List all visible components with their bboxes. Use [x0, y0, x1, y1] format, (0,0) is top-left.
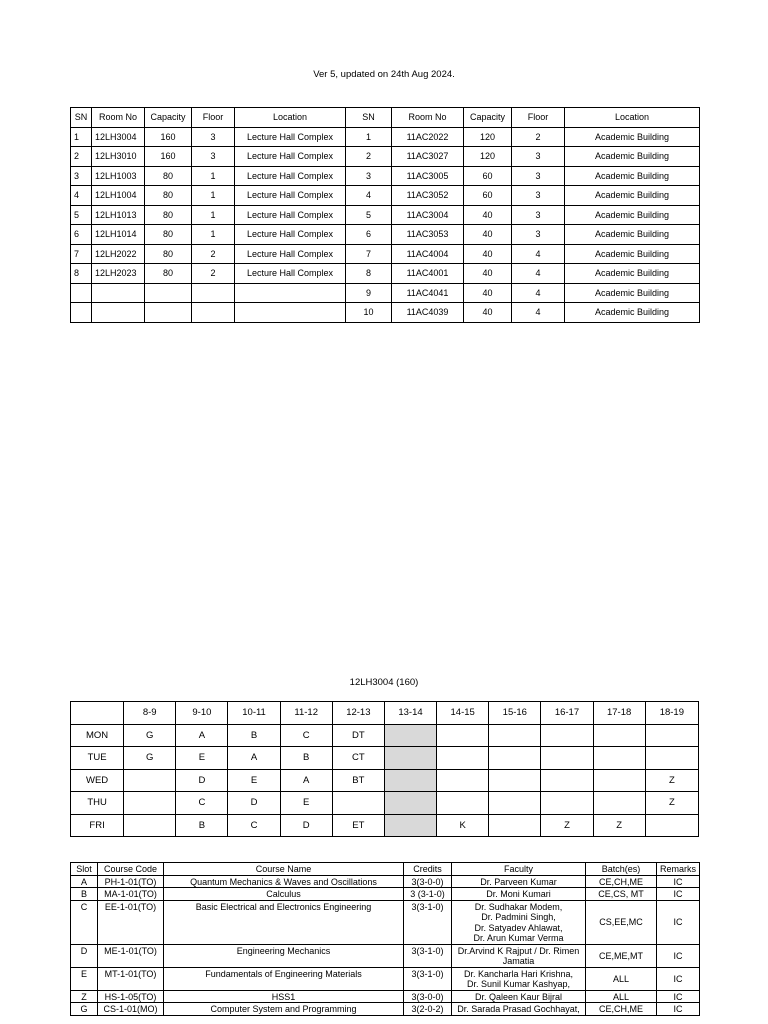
- timetable-slot-cell: [384, 814, 436, 837]
- courses-header-cell: Credits: [404, 863, 452, 876]
- rooms-cell: 4: [512, 264, 565, 284]
- timetable-slot-cell: [593, 724, 645, 747]
- rooms-cell: 11AC3053: [392, 225, 464, 245]
- timetable-slot-cell: D: [228, 792, 280, 815]
- timetable-slot-cell: BT: [332, 769, 384, 792]
- course-row: [71, 900, 700, 944]
- course-row: [71, 1003, 700, 1016]
- rooms-cell: 4: [512, 303, 565, 323]
- faculty-name: Dr. Parveen Kumar: [480, 876, 557, 887]
- rooms-cell: 2: [192, 244, 235, 264]
- rooms-cell: 1: [192, 205, 235, 225]
- rooms-cell: 120: [464, 127, 512, 147]
- timetable-slot-cell: B: [176, 814, 228, 837]
- course-name: Computer System and Programming: [164, 1003, 404, 1016]
- rooms-cell: 12LH2023: [92, 264, 145, 284]
- rooms-cell: 12LH1004: [92, 186, 145, 206]
- rooms-row: [71, 225, 700, 245]
- timetable-header-cell: 10-11: [228, 702, 280, 725]
- rooms-cell: Lecture Hall Complex: [235, 166, 346, 186]
- rooms-cell: Lecture Hall Complex: [235, 186, 346, 206]
- course-faculty: [452, 900, 586, 944]
- timetable-slot-cell: K: [437, 814, 489, 837]
- rooms-cell: Lecture Hall Complex: [235, 147, 346, 167]
- rooms-cell: 11AC4041: [392, 283, 464, 303]
- course-remarks: IC: [657, 888, 700, 901]
- rooms-cell: 5: [346, 205, 392, 225]
- timetable-header-cell: 11-12: [280, 702, 332, 725]
- course-name: Fundamentals of Engineering Materials: [164, 967, 404, 990]
- rooms-cell: 12LH1013: [92, 205, 145, 225]
- faculty-name: Dr. Satyadev Ahlawat,: [474, 922, 563, 933]
- rooms-cell: Academic Building: [565, 186, 700, 206]
- timetable-day-cell: MON: [71, 724, 124, 747]
- rooms-cell: 1: [192, 225, 235, 245]
- rooms-cell: 80: [145, 264, 192, 284]
- rooms-cell: Academic Building: [565, 264, 700, 284]
- rooms-cell: 80: [145, 166, 192, 186]
- course-remarks: IC: [657, 944, 700, 967]
- timetable-day-cell: FRI: [71, 814, 124, 837]
- rooms-cell: [145, 283, 192, 303]
- rooms-cell: 3: [71, 166, 92, 186]
- course-row: [71, 990, 700, 1003]
- rooms-cell: [192, 283, 235, 303]
- courses-header-cell: Faculty: [452, 863, 586, 876]
- timetable-slot-cell: [384, 724, 436, 747]
- rooms-cell: Lecture Hall Complex: [235, 264, 346, 284]
- faculty-name: Dr. Qaleen Kaur Bijral: [474, 991, 563, 1002]
- timetable-header-cell: 17-18: [593, 702, 645, 725]
- rooms-cell: 40: [464, 283, 512, 303]
- rooms-cell: 160: [145, 127, 192, 147]
- rooms-cell: 11AC4039: [392, 303, 464, 323]
- course-slot: Z: [71, 990, 98, 1003]
- rooms-cell: 12LH3010: [92, 147, 145, 167]
- rooms-row: [71, 205, 700, 225]
- timetable-slot-cell: [489, 747, 541, 770]
- rooms-cell: 3: [192, 147, 235, 167]
- faculty-name: Jamatia: [502, 956, 535, 966]
- faculty-name: Dr. Arun Kumar Verma: [473, 933, 564, 943]
- timetable-header-row: [71, 702, 699, 725]
- timetable-slot-cell: G: [124, 724, 176, 747]
- rooms-cell: 12LH1003: [92, 166, 145, 186]
- timetable-slot-cell: CT: [332, 747, 384, 770]
- timetable-day-cell: THU: [71, 792, 124, 815]
- course-remarks: IC: [657, 990, 700, 1003]
- rooms-cell: 11AC3004: [392, 205, 464, 225]
- rooms-cell: 3: [512, 225, 565, 245]
- course-batches: ALL: [586, 967, 657, 990]
- timetable-slot-cell: Z: [593, 814, 645, 837]
- courses-header-cell: Remarks: [657, 863, 700, 876]
- rooms-row: [71, 303, 700, 323]
- timetable-row: [71, 814, 699, 837]
- faculty-name: Dr. Sudhakar Modem,: [474, 901, 563, 912]
- rooms-header-cell: Capacity: [464, 108, 512, 128]
- courses-header-row: [71, 863, 700, 876]
- rooms-cell: [71, 303, 92, 323]
- rooms-cell: 80: [145, 205, 192, 225]
- rooms-cell: 6: [71, 225, 92, 245]
- rooms-cell: 2: [192, 264, 235, 284]
- course-remarks: IC: [657, 875, 700, 888]
- rooms-cell: Academic Building: [565, 147, 700, 167]
- timetable-slot-cell: [489, 769, 541, 792]
- rooms-cell: 1: [346, 127, 392, 147]
- timetable-slot-cell: E: [176, 747, 228, 770]
- timetable-slot-cell: [645, 814, 698, 837]
- course-slot: G: [71, 1003, 98, 1016]
- timetable-slot-cell: [437, 792, 489, 815]
- rooms-cell: 2: [512, 127, 565, 147]
- rooms-cell: Academic Building: [565, 127, 700, 147]
- rooms-cell: 80: [145, 244, 192, 264]
- timetable: [70, 701, 699, 837]
- rooms-cell: 11AC3027: [392, 147, 464, 167]
- rooms-cell: 10: [346, 303, 392, 323]
- course-credits: 3(3-0-0): [404, 990, 452, 1003]
- course-slot: B: [71, 888, 98, 901]
- course-slot: C: [71, 900, 98, 944]
- rooms-cell: Academic Building: [565, 225, 700, 245]
- rooms-row: [71, 147, 700, 167]
- timetable-slot-cell: ET: [332, 814, 384, 837]
- rooms-cell: [92, 303, 145, 323]
- rooms-header-cell: Capacity: [145, 108, 192, 128]
- rooms-cell: [192, 303, 235, 323]
- timetable-slot-cell: [437, 747, 489, 770]
- timetable-slot-cell: [384, 747, 436, 770]
- timetable-slot-cell: C: [280, 724, 332, 747]
- course-row: [71, 967, 700, 990]
- rooms-cell: 3: [512, 147, 565, 167]
- rooms-cell: 4: [346, 186, 392, 206]
- timetable-slot-cell: [489, 814, 541, 837]
- rooms-cell: Lecture Hall Complex: [235, 205, 346, 225]
- rooms-cell: 7: [71, 244, 92, 264]
- rooms-cell: 60: [464, 166, 512, 186]
- timetable-day-cell: TUE: [71, 747, 124, 770]
- rooms-cell: Academic Building: [565, 166, 700, 186]
- course-name: Calculus: [164, 888, 404, 901]
- timetable-slot-cell: A: [176, 724, 228, 747]
- rooms-cell: [92, 283, 145, 303]
- course-credits: 3(3-1-0): [404, 944, 452, 967]
- courses-header-cell: Slot: [71, 863, 98, 876]
- timetable-header-cell: [71, 702, 124, 725]
- course-batches: CE,CS, MT: [586, 888, 657, 901]
- timetable-slot-cell: Z: [541, 814, 593, 837]
- rooms-cell: Academic Building: [565, 283, 700, 303]
- timetable-slot-cell: G: [124, 747, 176, 770]
- course-credits: 3(3-0-0): [404, 875, 452, 888]
- course-batches: CE,CH,ME: [586, 1003, 657, 1016]
- rooms-header-cell: Room No: [392, 108, 464, 128]
- course-batches: CE,CH,ME: [586, 875, 657, 888]
- timetable-slot-cell: C: [176, 792, 228, 815]
- timetable-slot-cell: [124, 814, 176, 837]
- course-slot: D: [71, 944, 98, 967]
- timetable-slot-cell: B: [228, 724, 280, 747]
- rooms-cell: 11AC4004: [392, 244, 464, 264]
- rooms-cell: [235, 283, 346, 303]
- courses-header-cell: Course Name: [164, 863, 404, 876]
- rooms-cell: 1: [192, 186, 235, 206]
- rooms-cell: 8: [346, 264, 392, 284]
- rooms-row: [71, 166, 700, 186]
- course-name: Basic Electrical and Electronics Engineering: [164, 900, 404, 944]
- rooms-cell: [235, 303, 346, 323]
- course-slot: E: [71, 967, 98, 990]
- course-batches: ALL: [586, 990, 657, 1003]
- course-faculty: [452, 888, 586, 901]
- rooms-cell: 3: [512, 205, 565, 225]
- timetable-slot-cell: A: [280, 769, 332, 792]
- timetable-slot-cell: [489, 724, 541, 747]
- timetable-slot-cell: [437, 769, 489, 792]
- timetable-header-cell: 15-16: [489, 702, 541, 725]
- rooms-cell: 160: [145, 147, 192, 167]
- course-batches: CS,EE,MC: [586, 900, 657, 944]
- timetable-slot-cell: [645, 724, 698, 747]
- rooms-cell: 1: [71, 127, 92, 147]
- course-faculty: [452, 990, 586, 1003]
- timetable-header-cell: 14-15: [437, 702, 489, 725]
- faculty-name: Dr. Padmini Singh,: [481, 912, 556, 922]
- timetable-slot-cell: [124, 792, 176, 815]
- course-faculty: [452, 967, 586, 990]
- course-code: ME-1-01(TO): [98, 944, 164, 967]
- timetable-slot-cell: DT: [332, 724, 384, 747]
- rooms-cell: 2: [346, 147, 392, 167]
- course-credits: 3(2-0-2): [404, 1003, 452, 1016]
- timetable-slot-cell: A: [228, 747, 280, 770]
- timetable-slot-cell: B: [280, 747, 332, 770]
- rooms-cell: 12LH3004: [92, 127, 145, 147]
- rooms-header-cell: SN: [346, 108, 392, 128]
- timetable-slot-cell: [645, 747, 698, 770]
- rooms-cell: 11AC3005: [392, 166, 464, 186]
- timetable-slot-cell: Z: [645, 792, 698, 815]
- rooms-cell: 40: [464, 264, 512, 284]
- timetable-slot-cell: [489, 792, 541, 815]
- timetable-slot-cell: E: [228, 769, 280, 792]
- timetable-row: [71, 724, 699, 747]
- rooms-cell: 3: [346, 166, 392, 186]
- rooms-cell: 9: [346, 283, 392, 303]
- course-credits: 3 (3-1-0): [404, 888, 452, 901]
- course-code: PH-1-01(TO): [98, 875, 164, 888]
- rooms-cell: Academic Building: [565, 303, 700, 323]
- course-row: [71, 888, 700, 901]
- timetable-row: [71, 747, 699, 770]
- course-batches: CE,ME,MT: [586, 944, 657, 967]
- rooms-row: [71, 244, 700, 264]
- timetable-slot-cell: [541, 792, 593, 815]
- timetable-day-cell: WED: [71, 769, 124, 792]
- rooms-cell: 80: [145, 225, 192, 245]
- timetable-header-cell: 12-13: [332, 702, 384, 725]
- rooms-cell: Lecture Hall Complex: [235, 225, 346, 245]
- rooms-cell: 120: [464, 147, 512, 167]
- faculty-name: Dr. Kancharla Hari Krishna,: [463, 968, 574, 979]
- course-faculty: [452, 944, 586, 967]
- rooms-row: [71, 127, 700, 147]
- timetable-slot-cell: C: [228, 814, 280, 837]
- course-code: HS-1-05(TO): [98, 990, 164, 1003]
- rooms-cell: 40: [464, 303, 512, 323]
- courses-table: [70, 862, 700, 1016]
- rooms-cell: 40: [464, 205, 512, 225]
- course-remarks: IC: [657, 967, 700, 990]
- rooms-cell: 4: [512, 283, 565, 303]
- timetable-slot-cell: [384, 792, 436, 815]
- faculty-name: Dr. Sarada Prasad Gochhayat,: [457, 1004, 580, 1014]
- rooms-cell: 60: [464, 186, 512, 206]
- rooms-cell: 8: [71, 264, 92, 284]
- rooms-header-cell: Room No: [92, 108, 145, 128]
- course-code: MA-1-01(TO): [98, 888, 164, 901]
- rooms-cell: 11AC3052: [392, 186, 464, 206]
- timetable-slot-cell: [384, 769, 436, 792]
- rooms-cell: 2: [71, 147, 92, 167]
- rooms-header-cell: Floor: [192, 108, 235, 128]
- rooms-cell: Lecture Hall Complex: [235, 244, 346, 264]
- timetable-row: [71, 792, 699, 815]
- rooms-cell: 7: [346, 244, 392, 264]
- timetable-slot-cell: [541, 769, 593, 792]
- rooms-cell: 3: [192, 127, 235, 147]
- faculty-name: Dr. Sunil Kumar Kashyap,: [466, 979, 571, 989]
- course-name: Engineering Mechanics: [164, 944, 404, 967]
- timetable-slot-cell: [593, 769, 645, 792]
- rooms-cell: 40: [464, 225, 512, 245]
- faculty-name: Dr.Arvind K Rajput / Dr. Rimen: [457, 945, 580, 956]
- rooms-cell: 6: [346, 225, 392, 245]
- rooms-cell: [145, 303, 192, 323]
- rooms-cell: [71, 283, 92, 303]
- course-code: MT-1-01(TO): [98, 967, 164, 990]
- timetable-header-cell: 16-17: [541, 702, 593, 725]
- rooms-header-cell: Location: [235, 108, 346, 128]
- timetable-slot-cell: [437, 724, 489, 747]
- timetable-slot-cell: [593, 792, 645, 815]
- rooms-cell: 4: [512, 244, 565, 264]
- course-row: [71, 875, 700, 888]
- rooms-header-cell: Floor: [512, 108, 565, 128]
- course-remarks: IC: [657, 900, 700, 944]
- course-remarks: IC: [657, 1003, 700, 1016]
- timetable-row: [71, 769, 699, 792]
- timetable-slot-cell: E: [280, 792, 332, 815]
- rooms-header-cell: Location: [565, 108, 700, 128]
- timetable-slot-cell: [541, 747, 593, 770]
- rooms-cell: 4: [71, 186, 92, 206]
- timetable-header-cell: 8-9: [124, 702, 176, 725]
- course-row: [71, 944, 700, 967]
- course-name: Quantum Mechanics & Waves and Oscillations: [164, 875, 404, 888]
- rooms-cell: Academic Building: [565, 244, 700, 264]
- course-code: EE-1-01(TO): [98, 900, 164, 944]
- rooms-cell: 3: [512, 166, 565, 186]
- courses-header-cell: Batch(es): [586, 863, 657, 876]
- timetable-slot-cell: D: [176, 769, 228, 792]
- course-faculty: [452, 875, 586, 888]
- course-name: HSS1: [164, 990, 404, 1003]
- faculty-name: Dr. Moni Kumari: [486, 889, 551, 899]
- rooms-row: [71, 283, 700, 303]
- timetable-slot-cell: [332, 792, 384, 815]
- timetable-header-cell: 18-19: [645, 702, 698, 725]
- rooms-cell: 11AC2022: [392, 127, 464, 147]
- timetable-slot-cell: [541, 724, 593, 747]
- course-faculty: [452, 1003, 586, 1016]
- timetable-header-cell: 9-10: [176, 702, 228, 725]
- timetable-header-cell: 13-14: [384, 702, 436, 725]
- rooms-cell: 12LH1014: [92, 225, 145, 245]
- rooms-header-cell: SN: [71, 108, 92, 128]
- courses-header-cell: Course Code: [98, 863, 164, 876]
- rooms-cell: 40: [464, 244, 512, 264]
- rooms-cell: Lecture Hall Complex: [235, 127, 346, 147]
- course-credits: 3(3-1-0): [404, 900, 452, 944]
- timetable-slot-cell: [124, 769, 176, 792]
- rooms-table: [70, 107, 700, 323]
- rooms-row: [71, 264, 700, 284]
- rooms-cell: 5: [71, 205, 92, 225]
- rooms-row: [71, 186, 700, 206]
- rooms-cell: 11AC4001: [392, 264, 464, 284]
- rooms-cell: 12LH2022: [92, 244, 145, 264]
- rooms-cell: Academic Building: [565, 205, 700, 225]
- timetable-slot-cell: D: [280, 814, 332, 837]
- timetable-slot-cell: Z: [645, 769, 698, 792]
- rooms-cell: 1: [192, 166, 235, 186]
- rooms-cell: 3: [512, 186, 565, 206]
- timetable-slot-cell: [593, 747, 645, 770]
- version-note: Ver 5, updated on 24th Aug 2024.: [313, 69, 455, 80]
- course-credits: 3(3-1-0): [404, 967, 452, 990]
- timetable-title: 12LH3004 (160): [349, 677, 419, 688]
- rooms-cell: 80: [145, 186, 192, 206]
- course-slot: A: [71, 875, 98, 888]
- rooms-header-row: [71, 108, 700, 128]
- course-code: CS-1-01(MO): [98, 1003, 164, 1016]
